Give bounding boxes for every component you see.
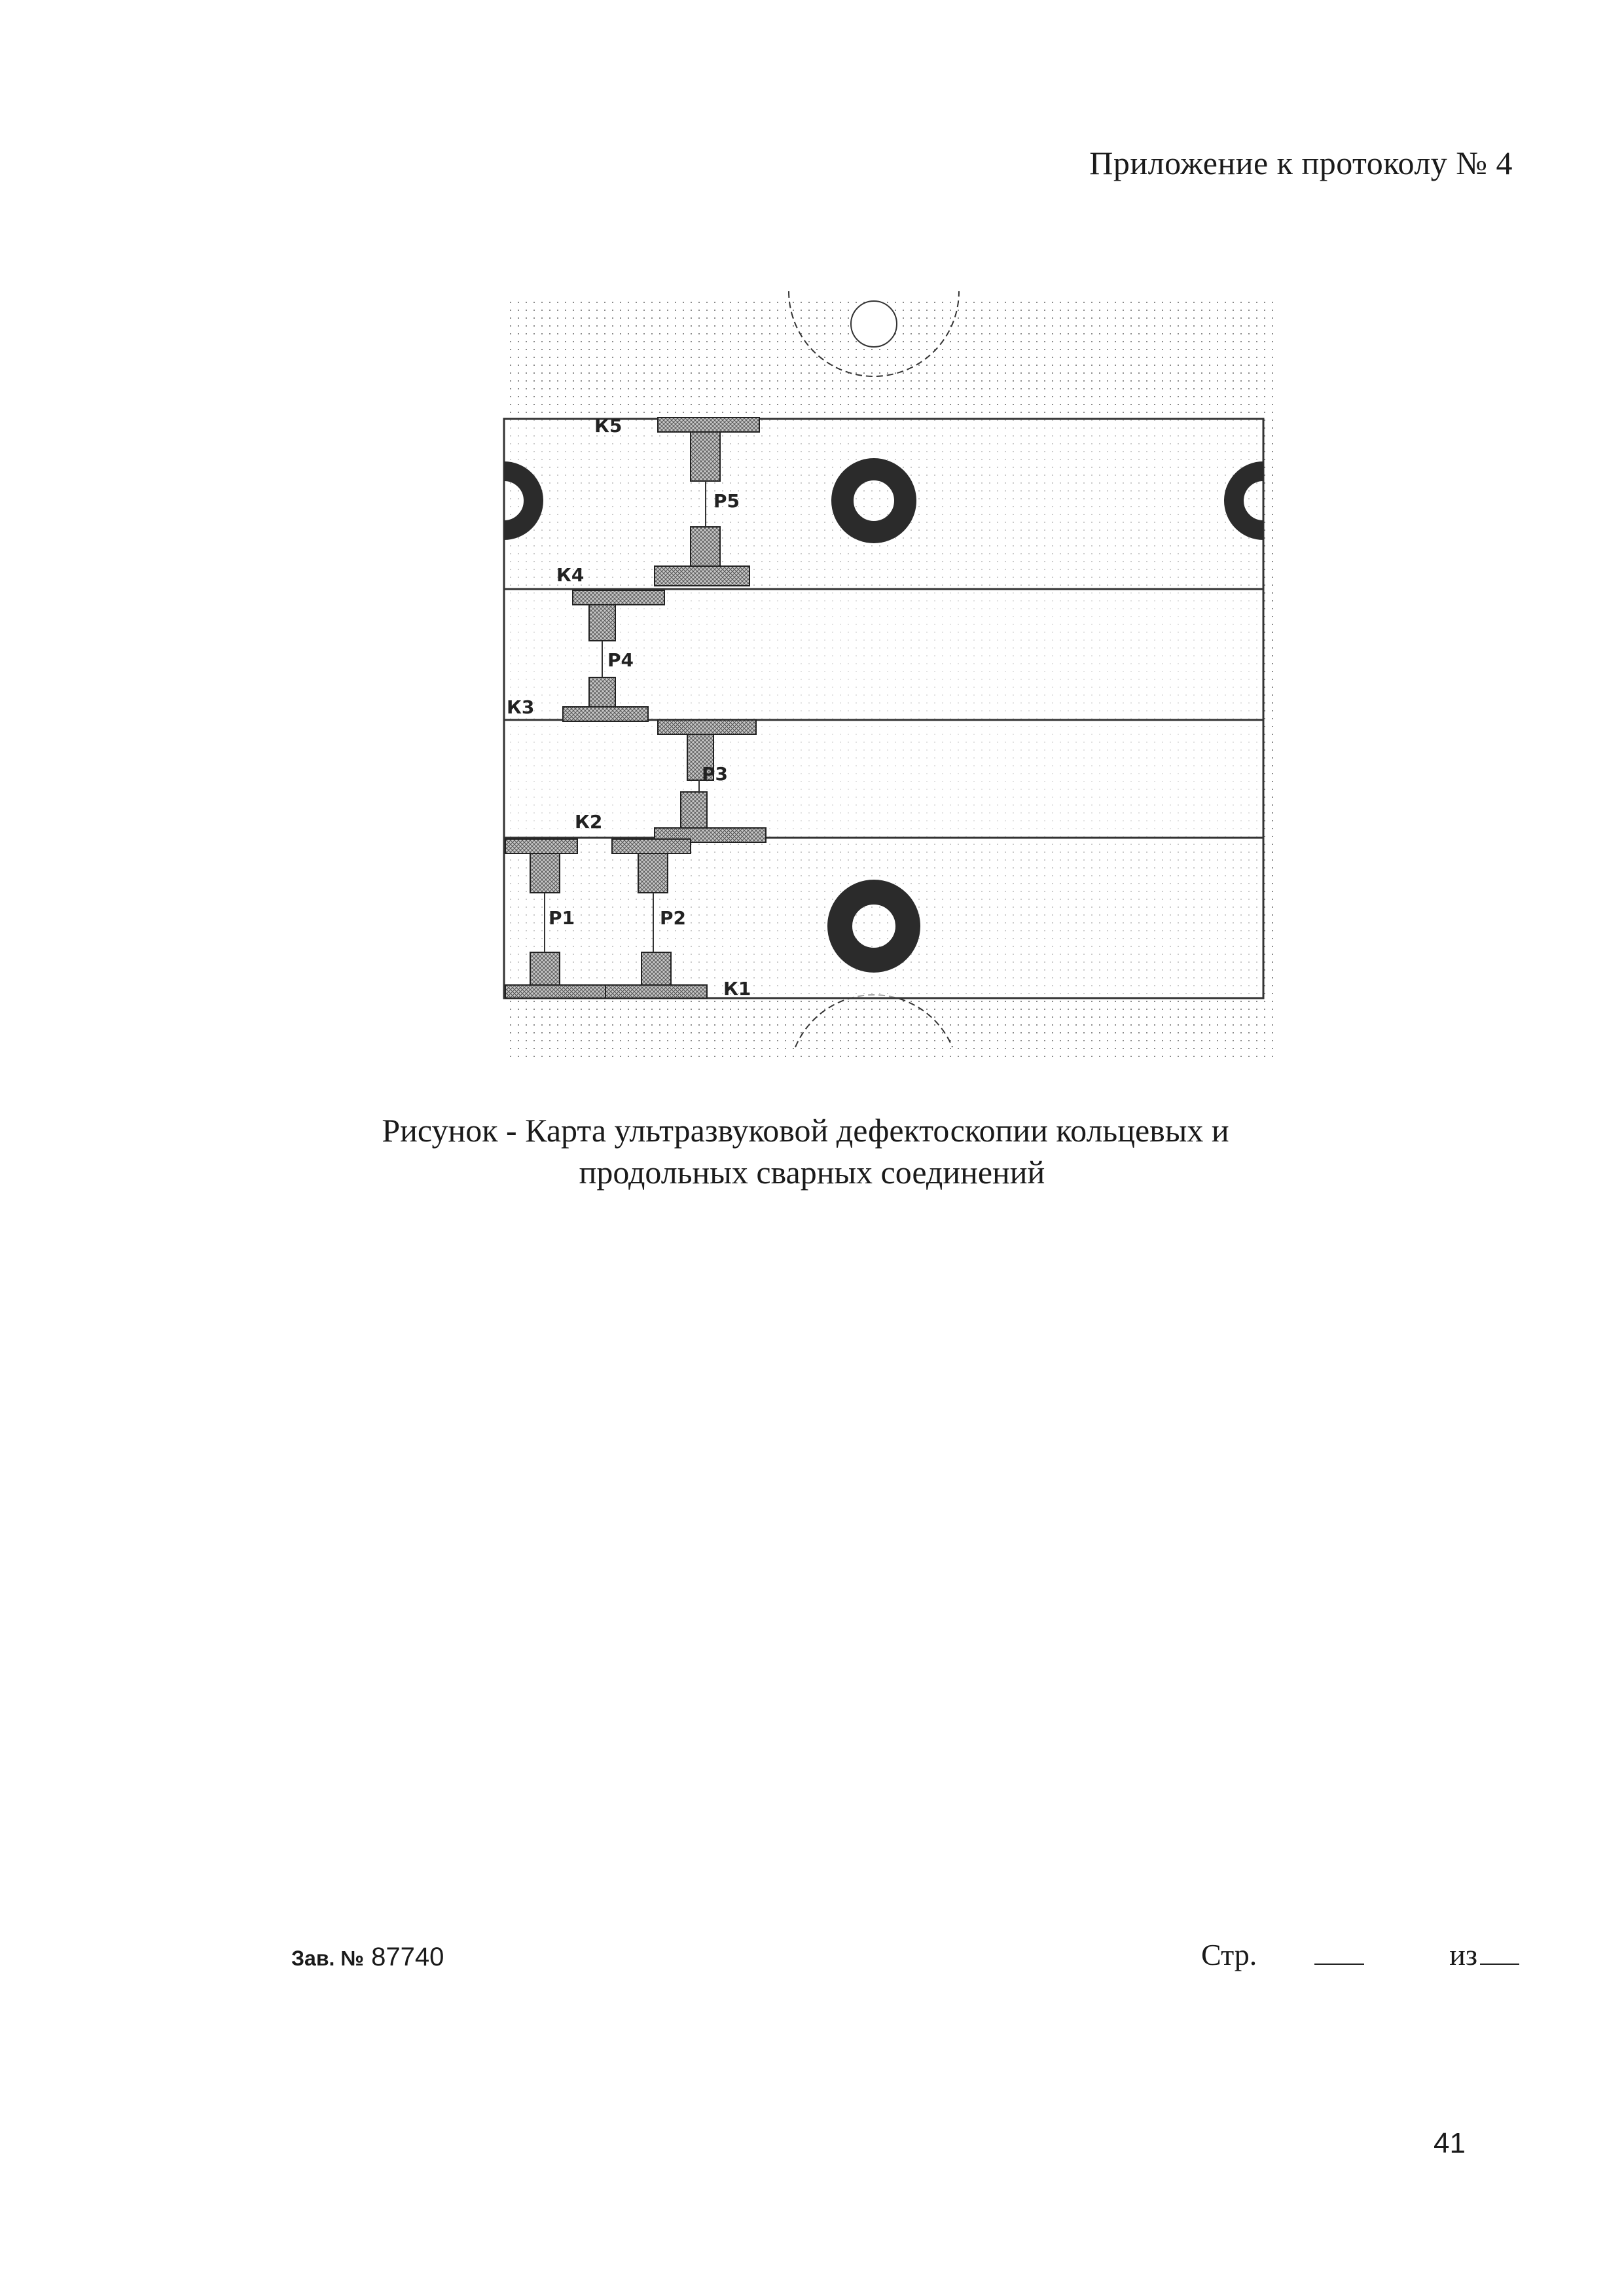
page-number: 41: [1434, 2127, 1466, 2159]
page-blank: [1314, 1962, 1364, 1965]
of-label: из: [1449, 1938, 1478, 1971]
document-header: Приложение к протоколу № 4: [1089, 145, 1513, 181]
ultrasonic-map-figure: [491, 275, 1290, 1060]
label-k1: К1: [723, 978, 751, 999]
label-p3: Р3: [702, 763, 729, 785]
top-small-circle: [851, 301, 897, 347]
caption-line-1: Рисунок - Карта ультразвуковой дефектоскопии кольцевых и: [382, 1112, 1229, 1149]
label-k4: К4: [556, 564, 585, 586]
label-k2: К2: [575, 811, 603, 833]
page-counter: [1201, 1937, 1519, 1972]
section-k3-k2: [504, 720, 1263, 838]
of-blank: [1480, 1962, 1519, 1965]
order-number: [291, 1943, 444, 1972]
figure-caption: [0, 1109, 1624, 1193]
label-k3: К3: [507, 696, 535, 718]
order-number-value: 87740: [371, 1943, 444, 1971]
label-k5: К5: [594, 415, 623, 437]
order-prefix: Зав. №: [291, 1946, 364, 1970]
page-label: Стр.: [1201, 1938, 1257, 1971]
label-p2: Р2: [660, 907, 687, 929]
section-k2-k1: [504, 838, 1263, 998]
weld-map-diagram: [491, 275, 1290, 1060]
caption-line-2: продольных сварных соединений: [579, 1154, 1045, 1191]
label-p4: Р4: [607, 649, 634, 671]
label-p1: Р1: [549, 907, 575, 929]
label-p5: Р5: [713, 490, 740, 512]
section-k5-k4: [504, 419, 1263, 589]
